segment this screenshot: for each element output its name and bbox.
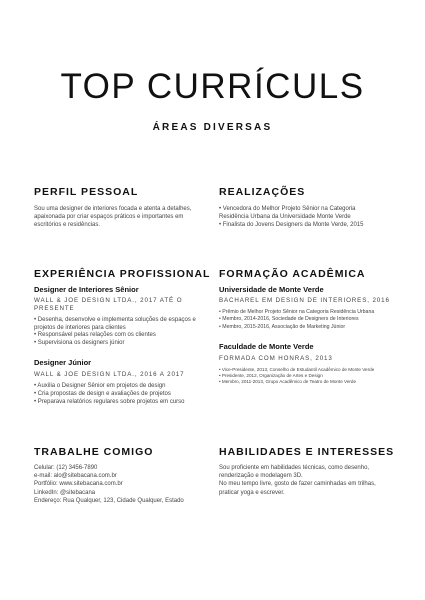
habilidade-line: No meu tempo livre, gosto de fazer caminhadas em trilhas,: [219, 481, 376, 488]
section-heading: FORMAÇÃO ACADÊMICA: [219, 268, 366, 280]
realizacao-line: Residência Urbana da Universidade Monte Verde: [219, 214, 351, 221]
contact-phone: Celular: (12) 3456-7890: [34, 465, 98, 471]
section-heading: PERFIL PESSOAL: [34, 186, 139, 198]
section-heading: HABILIDADES E INTERESSES: [219, 446, 395, 458]
habilidade-line: praticar yoga e escrever.: [219, 489, 285, 496]
section-experiencia: [34, 268, 214, 406]
list-item: • Presidente, 2012, Organização de Artes e Design: [219, 373, 323, 379]
school-degree: BACHAREL EM DESIGN DE INTERIORES, 2016: [219, 297, 390, 304]
section-contato: [34, 446, 214, 505]
job-title: Designer de Interiores Sênior: [34, 285, 139, 294]
list-item: • Preparava relatórios regulares sobre projetos em curso: [34, 398, 185, 405]
list-item: projetos de interiores para clientes: [34, 324, 126, 331]
list-item: • Membro, 2015-2016, Associação de Marketing Júnior: [219, 323, 346, 330]
contact-address: Endereço: Rua Qualquer, 123, Cidade Qualquer, Estado: [34, 497, 184, 504]
contact-portfolio[interactable]: Portfólio: www.sitebacana.com.br: [34, 481, 123, 488]
school-entry: [219, 342, 399, 385]
school-entry: [219, 285, 399, 331]
perfil-line: Sou uma designer de interiores focada e atenta a detalhes,: [34, 206, 192, 212]
list-item: • Cria propostas de design e avaliações de projetos: [34, 390, 171, 397]
perfil-line: apaixonada por criar espaços práticos e importantes em: [34, 214, 184, 221]
job-title: Designer Júnior: [34, 358, 92, 368]
school-name: Universidade de Monte Verde: [219, 285, 324, 294]
job-entry: [34, 358, 214, 406]
list-item: • Auxilia o Designer Sênior em projetos de design: [34, 383, 166, 390]
perfil-line: escritórios e residências.: [34, 222, 101, 229]
contact-linkedin[interactable]: LinkedIn: @sitebacana: [34, 489, 96, 496]
list-item: • Membro, 2014-2016, Sociedade de Designers de Interiores: [219, 316, 359, 323]
habilidade-line: Sou proficiente em habilidades técnicas, como desenho,: [219, 465, 370, 471]
section-habilidades: [219, 446, 399, 497]
resume-title: TOP CURRÍCULS: [60, 67, 365, 106]
section-heading: EXPERIÊNCIA PROFISSIONAL: [34, 268, 211, 280]
job-entry: [34, 285, 214, 347]
contact-email[interactable]: e-mail: alo@sitebacana.com.br: [34, 473, 117, 480]
section-formacao: [219, 268, 399, 385]
job-company: WALL & JOE DESIGN LTDA., 2016 A 2017: [34, 371, 185, 379]
resume-subtitle: ÁREAS DIVERSAS: [152, 122, 273, 133]
list-item: • Supervisiona os designers júnior: [34, 339, 125, 346]
section-heading: TRABALHE COMIGO: [34, 446, 154, 458]
list-item: • Vice-Presidente, 2013, Conselho de Estudantil Acadêmico de Monte Verde: [219, 367, 375, 373]
list-item: • Prêmio de Melhor Projeto Sênior na Categoria Residência Urbana: [219, 309, 375, 315]
school-name: Faculdade de Monte Verde: [219, 342, 314, 352]
list-item: • Membro, 2011-2013, Grupo Acadêmico de Teatro de Monte Verde: [219, 379, 357, 385]
list-item: • Desenha, desenvolve e implementa soluções de espaços e: [34, 317, 196, 323]
school-degree: FORMADA COM HONRAS, 2013: [219, 355, 333, 363]
habilidade-line: renderização e modelagem 3D.: [219, 473, 303, 480]
section-perfil: [34, 186, 214, 230]
realizacao-line: • Finalista do Jovens Designers da Monte Verde, 2015: [219, 222, 364, 229]
realizacao-line: • Vencedora do Melhor Projeto Sênior na Categoria: [219, 206, 356, 212]
list-item: • Responsável pelas relações com os clientes: [34, 332, 156, 339]
section-heading: REALIZAÇÕES: [219, 186, 306, 198]
section-realizacoes: [219, 186, 399, 230]
job-company: WALL & JOE DESIGN LTDA., 2017 ATÉ O PRESENTE: [34, 297, 183, 312]
